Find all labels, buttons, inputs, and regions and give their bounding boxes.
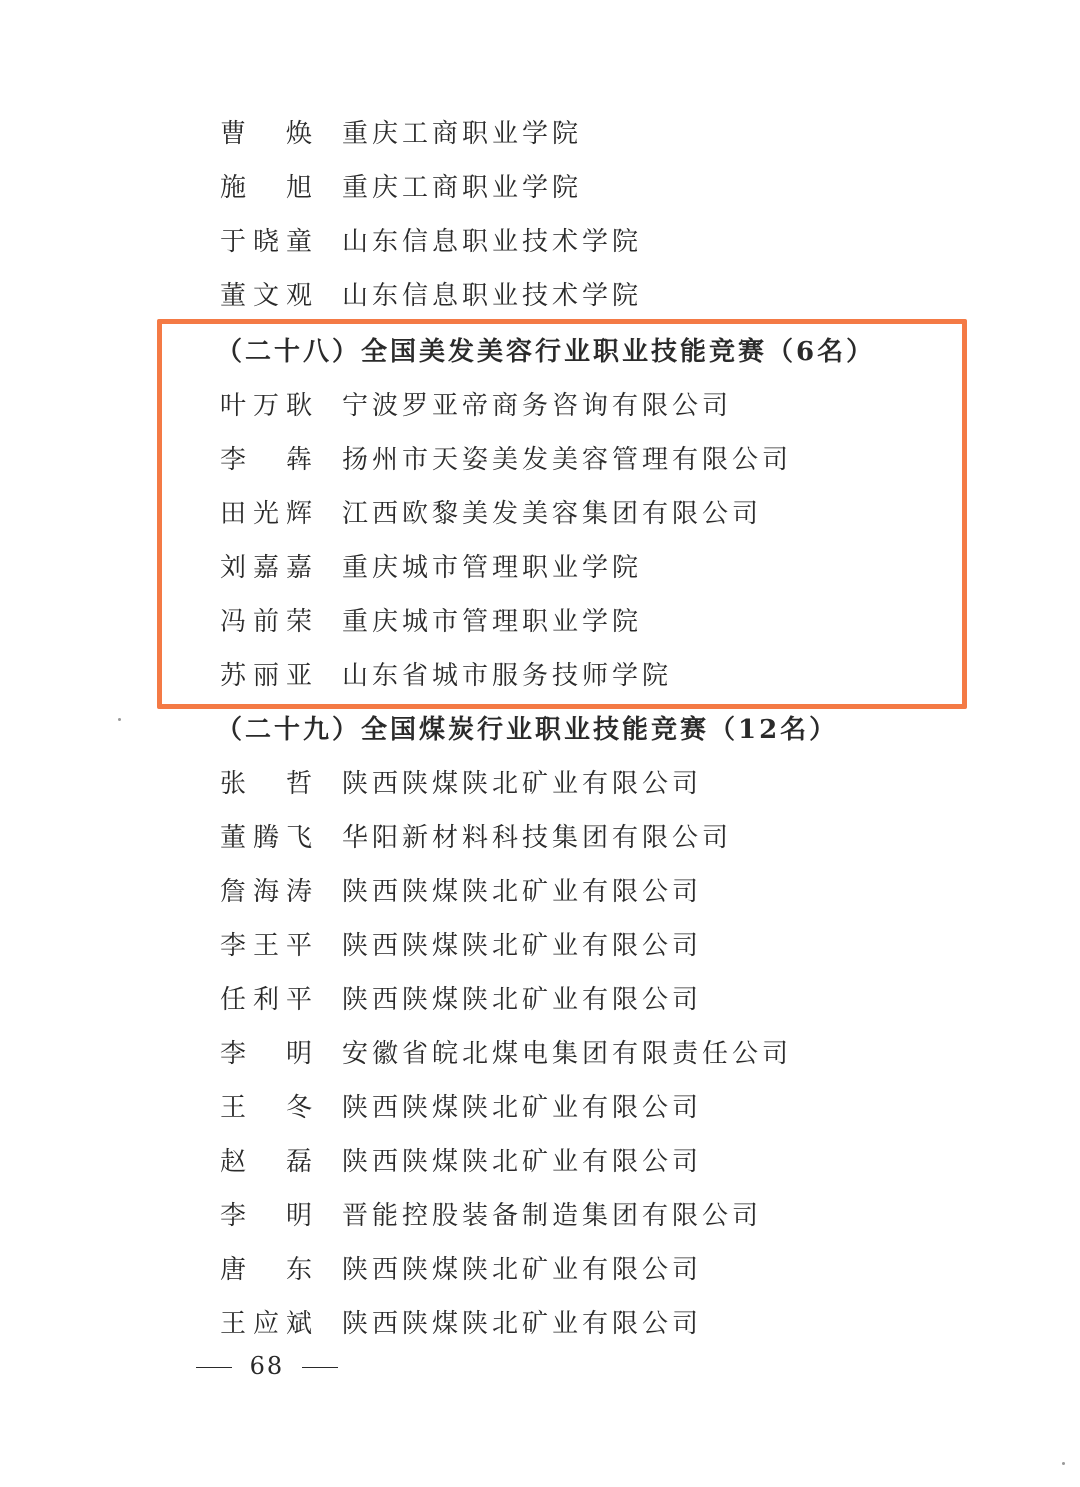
person-name: 李王平 [220, 931, 312, 961]
person-name: 张哲 [220, 769, 312, 799]
person-name: 赵磊 [220, 1147, 312, 1177]
section-heading: （二十九）全国煤炭行业职业技能竞赛（12名） [216, 715, 839, 745]
person-name: 田光辉 [220, 499, 312, 529]
page-number-footer [188, 1352, 346, 1380]
organization: 晋能控股装备制造集团有限公司 [342, 1201, 763, 1231]
organization: 重庆城市管理职业学院 [342, 553, 643, 583]
person-name: 詹海涛 [220, 877, 312, 907]
organization: 山东信息职业技术学院 [342, 227, 643, 257]
dash-left [196, 1367, 232, 1368]
person-name: 王冬 [220, 1093, 312, 1123]
organization: 山东信息职业技术学院 [342, 281, 643, 311]
scan-speck [1062, 1462, 1065, 1465]
person-name: 叶万耿 [220, 391, 312, 421]
organization: 陕西陕煤陕北矿业有限公司 [342, 931, 703, 961]
organization: 华阳新材料科技集团有限公司 [342, 823, 733, 853]
section-heading: （二十八）全国美发美容行业职业技能竞赛（6名） [216, 337, 876, 367]
organization: 陕西陕煤陕北矿业有限公司 [342, 1147, 703, 1177]
organization: 陕西陕煤陕北矿业有限公司 [342, 1093, 703, 1123]
organization: 陕西陕煤陕北矿业有限公司 [342, 1309, 703, 1339]
person-name: 李明 [220, 1039, 312, 1069]
person-name: 董腾飞 [220, 823, 312, 853]
person-name: 苏丽亚 [220, 661, 312, 691]
organization: 安徽省皖北煤电集团有限责任公司 [342, 1039, 793, 1069]
organization: 陕西陕煤陕北矿业有限公司 [342, 769, 703, 799]
organization: 扬州市天姿美发美容管理有限公司 [342, 445, 793, 475]
organization: 陕西陕煤陕北矿业有限公司 [342, 877, 703, 907]
organization: 山东省城市服务技师学院 [342, 661, 673, 691]
person-name: 李明 [220, 1201, 312, 1231]
organization: 陕西陕煤陕北矿业有限公司 [342, 1255, 703, 1285]
person-name: 唐东 [220, 1255, 312, 1285]
person-name: 王应斌 [220, 1309, 312, 1339]
organization: 重庆工商职业学院 [342, 173, 583, 203]
organization: 重庆工商职业学院 [342, 119, 583, 149]
person-name: 施旭 [220, 173, 312, 203]
organization: 宁波罗亚帝商务咨询有限公司 [342, 391, 733, 421]
dash-right [302, 1367, 338, 1368]
person-name: 董文观 [220, 281, 312, 311]
scan-speck [118, 718, 121, 721]
organization: 江西欧黎美发美容集团有限公司 [342, 499, 763, 529]
organization: 陕西陕煤陕北矿业有限公司 [342, 985, 703, 1015]
page-number: 68 [249, 1352, 285, 1380]
organization: 重庆城市管理职业学院 [342, 607, 643, 637]
person-name: 曹焕 [220, 119, 312, 149]
person-name: 于晓童 [220, 227, 312, 257]
person-name: 李犇 [220, 445, 312, 475]
person-name: 刘嘉嘉 [220, 553, 312, 583]
person-name: 任利平 [220, 985, 312, 1015]
person-name: 冯前荣 [220, 607, 312, 637]
